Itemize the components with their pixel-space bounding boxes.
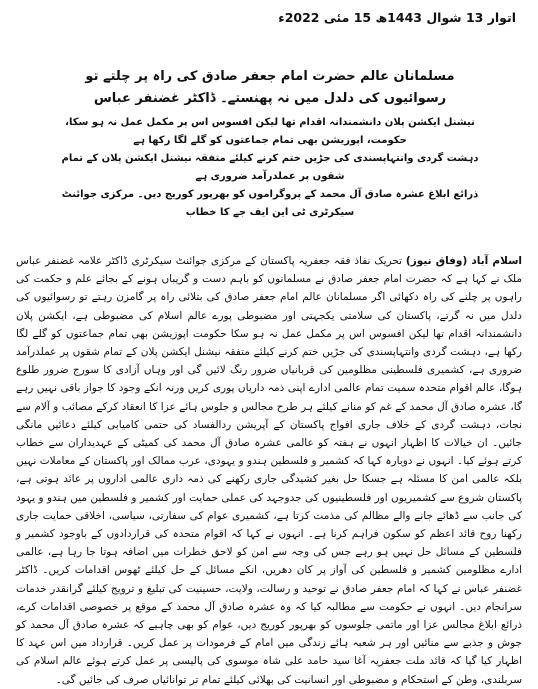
headline-sub-1: نیشنل ایکشن پلان دانشمندانہ اقدام تھا لیکن افسوس اس پر مکمل عمل نہ ہو سکا، حکومت، اپوزیشن بھی تمام جماعتوں کو گلے لگا رکھا ہے: [65, 117, 475, 146]
headline-sub-3: ذرائع ابلاغ عشرہ صادق آل محمد کے پروگراموں کو بھرپور کوریج دیں۔ مرکزی جوائنٹ سیکرٹری ٹی این ایف جے کا خطاب: [61, 189, 479, 218]
article-body: [16, 252, 522, 689]
headline-sub-2: دہشت گردی وانتہاپسندی کی جڑیں ختم کرنے کیلئے متفقہ نیشنل ایکشن پلان کے تمام شقوں پر عملدرآمد ضروری ہے: [61, 153, 479, 182]
article-text: تحریک نفاذ فقہ جعفریہ پاکستان کے مرکزی جوائنٹ سیکرٹری ڈاکٹر علامہ غضنفر عباس ملک نے کہا ہے کہ حضرت امام جعفر صادق نے مسلمانوں کو باہم دست و گریباں ہونے کے بجائے علم و حکمت کی راہوں پر چلنے کی راہ دکھائی اگر مسلمانان عالم امام جعفر صادق کی بتلائی راہ پر گامزن رہتے تو رسوائیوں کی دلدل میں نہ گرتے، پاکستان کی سلامتی یکجہتی اور مضبوطی پورے عالم اسلام کی مضبوطی ہے، ایکشن پلان دانشمندانہ اقدام تھا لیکن افسوس اس پر مکمل عمل نہ ہو سکا حکومت اپوزیشن بھی تمام جماعتوں کو گلے لگا رکھا ہے، دہشت گردی وانتہاپسندی کی جڑیں ختم کرنے کیلئے متفقہ نیشنل ایکشن پلان کے تمام شقوں پر عملدرآمد ضروری ہے، کشمیری فلسطینی مظلومین کی قربانیاں ضرور رنگ لائیں گی اور وہاں آزادی کا سورج ضرور طلوع ہوگا، عالم اقوام متحدہ سمیت تمام عالمی ادارے اپنی ذمہ داریاں پوری کریں ورنہ انکے وجود کا جواز باقی نہیں رہے گا، عشرہ صادق آل محمد کے غم کو منانے کیلئے ہر طرح مجالس و جلوس ہائے عزا کا انعقاد کرکے مصائب و آلام سے نجات، دہشت گردی کے خلاف جاری افواج پاکستان کے آپریشن ردالفساد کی حتمی کامیابی کیلئے دعائیں مانگی جائیں۔ ان خیالات کا اظہار انہوں نے ہفتہ کو عالمی عشرہ صادق آل محمد کی کمیٹی کے عہدیداران سے خطاب کرتے ہوئے کیا۔ انہوں نے دوبارہ کہا کہ کشمیر و فلسطین ہندو و یہودی، عرب ممالک اور پاکستان کے معاملات نہیں بلکہ عالمی امن کا مسئلہ ہے جسکا حل بغیر کشیدگی جاری رکھنے کی ذمہ داری عالمی اداروں پر عائد ہوتی ہے، پاکستان شروع سے کشمیریوں اور فلسطینیوں کی جدوجہد کی عملی حمایت اور کشمیر و فلسطین میں ہندو و یہود کی جانب سے ڈھائے جانے والے مظالم کی مذمت کرتا ہے، کشمیری عوام کی سفارتی، سیاسی، اخلاقی حمایت جاری رکھنا روح قائد اعظم کو سکون فراہم کرنا ہے۔ انہوں نے کہا کہ اقوام متحدہ کی قراردادوں کے باوجود کشمیر و فلسطین کے مسائل حل نہیں ہو رہے جس کی وجہ سے امن کو لاحق خطرات میں اضافہ ہوتا جا رہا ہے، عالمی ادارے مظلومین کشمیر و فلسطین کی آواز پر کان دھریں، انکے مسائل کے حل کیلئے ٹھوس اقدامات کریں۔ ڈاکٹر غضنفر عباس نے کہا کہ امام جعفر صادق نے توحید و رسالت، ولایت، حسینیت کی تبلیغ و ترویج کیلئے گرانقدر خدمات سرانجام دیں۔ انہوں نے حکومت سے مطالبہ کیا کہ وہ عشرہ صادق آل محمد کے موقع پر خصوصی اقدامات کرے، ذرائع ابلاغ مجالس عزا اور ماتمی جلوسوں کو بھرپور کوریج دیں، عوام کو بھی چاہیے کہ عشرہ صادق آل محمد کو جوش و جذبے سے منائیں اور ہر شعبہ ہائے زندگی میں امام کے فرمودات پر عمل کریں۔ قرارداد میں اس عہد کا اظہار کیا گیا کہ قائد ملت جعفریہ آغا سید حامد علی شاہ موسوی کی پالیسی پر عمل کرتے ہوئے عالم اسلام کی سربلندی، وطن کے استحکام و مضبوطی اور انسانیت کی بھلائی کیلئے تمام تر توانائیاں صرف کی جائیں گی۔: [16, 255, 522, 686]
headline-main: مسلمانان عالم حضرت امام جعفر صادق کی راہ پر چلتے تو رسوائیوں کی دلدل میں نہ پھنستے۔ ڈاکٹر غضنفر عباس: [85, 69, 455, 106]
dateline: اتوار 13 شوال 1443ھ 15 مئی 2022ء: [278, 10, 516, 25]
headline-block: [60, 66, 480, 222]
article-lead: اسلام آباد (وفاق نیوز): [405, 255, 522, 267]
